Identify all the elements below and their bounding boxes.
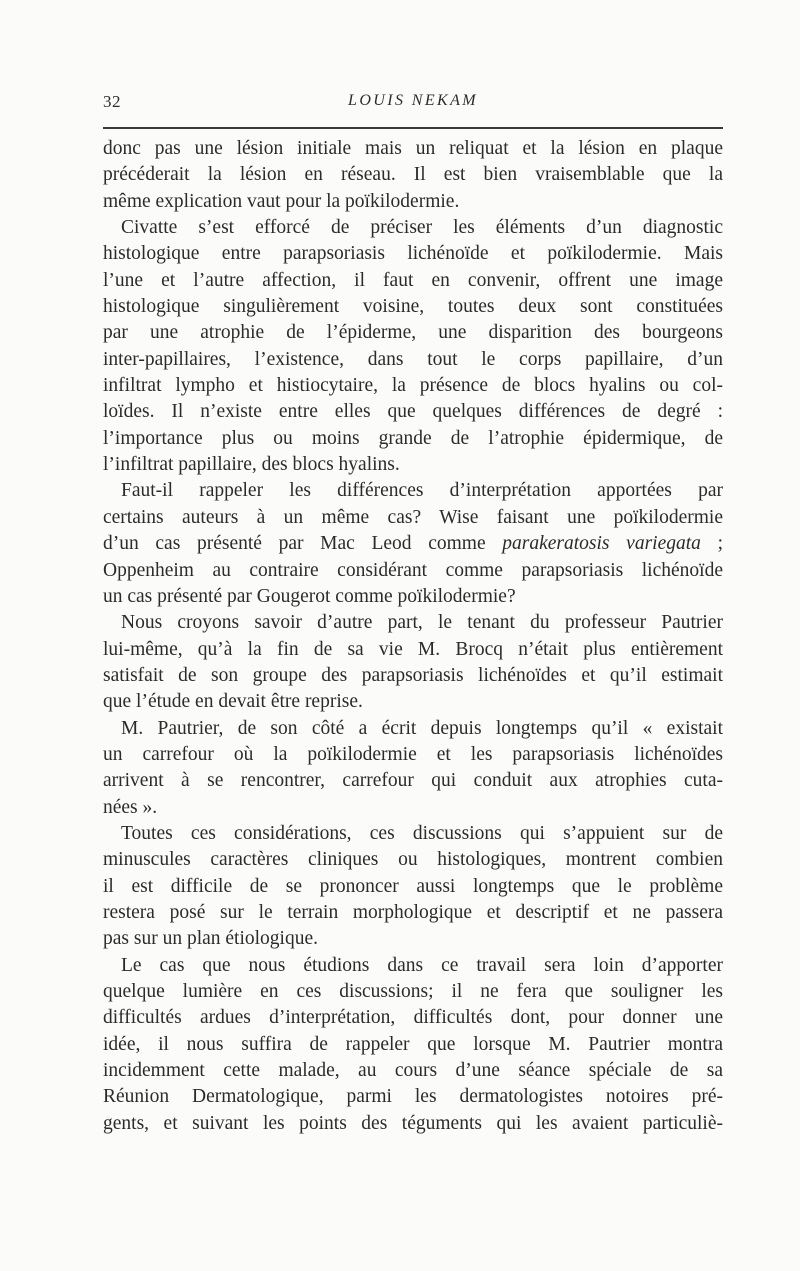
text-line: histologique singulièrement voisine, toutes deux sont constituées bbox=[103, 296, 723, 318]
text-line: arrivent à se rencontrer, carrefour qui conduit aux atrophies cuta- bbox=[103, 770, 723, 792]
text-line: Faut-il rappeler les différences d’interprétation apportées par bbox=[121, 480, 723, 502]
text-line: par une atrophie de l’épiderme, une disparition des bourgeons bbox=[103, 322, 723, 344]
text-line: certains auteurs à un même cas? Wise faisant une poïkilodermie bbox=[103, 506, 723, 528]
text-line: M. Pautrier, de son côté a écrit depuis longtemps qu’il « existait bbox=[121, 717, 723, 739]
text-line: Civatte s’est efforcé de préciser les éléments d’un diagnostic bbox=[121, 217, 723, 239]
text-line: pas sur un plan étiologique. bbox=[103, 928, 319, 950]
text-line: un carrefour où la poïkilodermie et les parapsoriasis lichénoïdes bbox=[103, 743, 723, 765]
running-title: LOUIS NEKAM bbox=[348, 92, 478, 109]
body-text bbox=[103, 136, 723, 1137]
text-line: que l’étude en devait être reprise. bbox=[103, 691, 363, 713]
text-line: un cas présenté par Gougerot comme poïkilodermie? bbox=[103, 585, 516, 607]
text-line: inter-papillaires, l’existence, dans tout le corps papillaire, d’un bbox=[103, 348, 723, 370]
text-line: même explication vaut pour la poïkilodermie. bbox=[103, 190, 460, 212]
text-line: restera posé sur le terrain morphologique et descriptif et ne passera bbox=[103, 901, 723, 923]
text-line: Oppenheim au contraire considérant comme parapsoriasis lichénoïde bbox=[103, 559, 723, 581]
text-line: nées ». bbox=[103, 796, 158, 818]
text-line: l’une et l’autre affection, il faut en convenir, offrent une image bbox=[103, 269, 723, 291]
text-line: gents, et suivant les points des téguments qui les avaient particuliè- bbox=[103, 1112, 723, 1134]
page-number: 32 bbox=[103, 92, 121, 111]
text-line: l’importance plus ou moins grande de l’atrophie épidermique, de bbox=[103, 427, 723, 449]
text-line: infiltrat lympho et histiocytaire, la présence de blocs hyalins ou col- bbox=[103, 375, 723, 397]
line-text-after: ; bbox=[700, 533, 724, 555]
text-line: lui-même, qu’à la fin de sa vie M. Brocq n’était plus entièrement bbox=[103, 638, 723, 660]
text-line: précéderait la lésion en réseau. Il est bien vraisemblable que la bbox=[103, 164, 723, 186]
running-head bbox=[103, 90, 723, 118]
header-rule bbox=[103, 127, 723, 129]
text-line: l’infiltrat papillaire, des blocs hyalins. bbox=[103, 454, 400, 476]
text-line: minuscules caractères cliniques ou histologiques, montrent combien bbox=[103, 849, 723, 871]
text-line: Le cas que nous étudions dans ce travail sera loin d’apporter bbox=[121, 954, 723, 976]
text-line: histologique entre parapsoriasis lichénoïde et poïkilodermie. Mais bbox=[103, 243, 723, 265]
text-line: quelque lumière en ces discussions; il ne fera que souligner les bbox=[103, 981, 723, 1002]
text-line: Nous croyons savoir d’autre part, le tenant du professeur Pautrier bbox=[121, 612, 723, 634]
text-line: Réunion Dermatologique, parmi les dermatologistes notoires pré- bbox=[103, 1086, 723, 1108]
text-line: Toutes ces considérations, ces discussions qui s’appuient sur de bbox=[121, 822, 723, 844]
text-line: satisfait de son groupe des parapsoriasis lichénoïdes et qu’il estimait bbox=[103, 664, 723, 686]
text-line: il est difficile de se prononcer aussi longtemps que le problème bbox=[103, 875, 723, 897]
text-line: loïdes. Il n’existe entre elles que quelques différences de degré : bbox=[103, 401, 723, 423]
text-line: idée, il nous suffira de rappeler que lorsque M. Pautrier montra bbox=[103, 1033, 723, 1055]
italic-term: parakeratosis variegata bbox=[502, 533, 701, 555]
text-line-with-italic bbox=[103, 531, 723, 557]
line-text-before: d’un cas présenté par Mac Leod comme bbox=[103, 533, 503, 555]
text-line: difficultés ardues d’interprétation, difficultés dont, pour donner une bbox=[103, 1007, 723, 1029]
text-line: incidemment cette malade, au cours d’une séance spéciale de sa bbox=[103, 1060, 723, 1082]
text-line: donc pas une lésion initiale mais un reliquat et la lésion en plaque bbox=[103, 138, 723, 159]
